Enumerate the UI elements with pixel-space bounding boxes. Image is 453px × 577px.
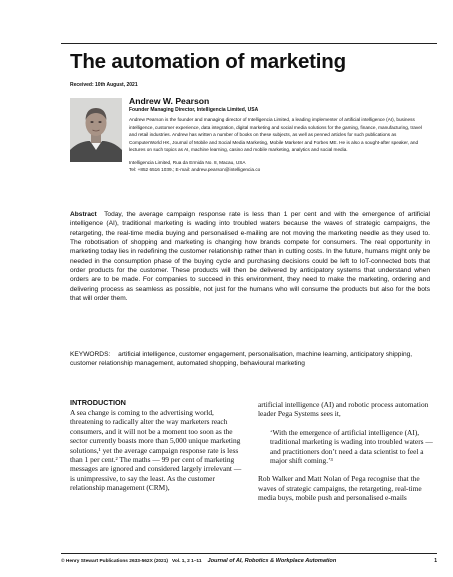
author-contact: Tel: +852 6516 1039.; E-mail: andrew.pearson@intelligencia.co (129, 166, 261, 172)
top-rule (61, 43, 437, 44)
abstract (70, 210, 430, 303)
author-address: Intelligencia Limited, Rua da Ermida No. 8, Macau, USA (129, 159, 246, 165)
page-number: 1 (434, 558, 437, 564)
body-column-left (70, 398, 246, 493)
author-bio: Andrew Pearson is the founder and managing director of Intelligencia Limited, a leading implementer of artificial intelligence (AI), business intelligence, customer experience, data integration, digital marketing and social media solutions for the gaming, finance, manufacturing, travel and retail industries. Andrew has written a number of books on these subjects, as well as penned articles for such publications as ComputerWorld HK, Journal of Mobile and Social Media Marketing, Mobile Marketer and Forbes ME. He is also a sought-after speaker, and lectures on such topics as AI, machine learning, casino and mobile marketing, analytics and social media. (129, 117, 422, 153)
keywords-label: KEYWORDS: (70, 351, 111, 358)
keywords (70, 350, 430, 369)
keywords-text: artificial intelligence, customer engagement, personalisation, machine learning, anticipatory shipping, customer relationship management, automated shopping, behavioural marketing (70, 351, 413, 368)
author-block (129, 96, 429, 174)
footer-journal: Journal of AI, Robotics & Workplace Automation (207, 558, 337, 564)
abstract-text: Today, the average campaign response rate is less than 1 per cent and with the emergence of artificial intelligence (AI), traditional marketing is wading into troubled waters because the waves of strategic campaigns, the retargeting, the real-time media buying and personalised e-mailing are not moving the marketing needle as they used to. The robotisation of shopping and marketing is changing how brands compete for consumers. The real opportunity in marketing today lies in redefining the customer relationship rather than in cutting costs. In the future, humans might only be needed in the consumption phase of the buying cycle and purchasing decisions could be left to IoT-connected bots that order products for the customer. These products will then be delivered by anticipatory systems that understand when orders are to be made. For companies to succeed in this environment, they need to make the marketing, ordering and delivering process as seamless as possible, not just for the humans who will consume the products but also for the bots that will order them. (70, 211, 430, 303)
author-name: Andrew W. Pearson (129, 96, 210, 106)
author-affiliation (129, 160, 429, 174)
introduction-paragraph-1: A sea change is coming to the advertising world, threatening to radically alter the way marketers reach consumers, and it will not be a moment too soon as the sector currently boasts more than 5,000 unique marketing solutions,¹ yet the average campaign response rate is less than 1 per cent.² The maths — 99 per cent of marketing messages are ignored and considered largely irrelevant — is unimpressive, to say the least. As the customer relationship management (CRM), (70, 408, 242, 493)
footer-copyright: © Henry Stewart Publications 2633-562X (2021) (61, 559, 168, 564)
footer-rule (61, 553, 437, 554)
introduction-paragraph-2: artificial intelligence (AI) and robotic process automation leader Pega Systems sees it, (258, 400, 429, 419)
article-title: The automation of marketing (70, 50, 346, 73)
abstract-label: Abstract (70, 211, 97, 218)
author-role: Founder Managing Director, Intelligencia Limited, USA (129, 107, 259, 113)
footer-volume: Vol. 1, 2 1–11 (171, 559, 202, 564)
introduction-heading: INTRODUCTION (70, 398, 126, 407)
body-column-right (258, 400, 438, 503)
received-date: Received: 10th August, 2021 (70, 82, 138, 88)
introduction-paragraph-3: Rob Walker and Matt Nolan of Pega recognise that the waves of strategic campaigns, the retargeting, real-time media buys, mobile push and personalised e-mails (258, 474, 422, 503)
author-photo (70, 98, 122, 162)
page-footer (61, 558, 437, 564)
introduction-quote: ‘With the emergence of artificial intelligence (AI), traditional marketing is wading into troubled waters — and practitioners don’t need a data scientist to feel a major shift coming.’³ (270, 427, 433, 466)
